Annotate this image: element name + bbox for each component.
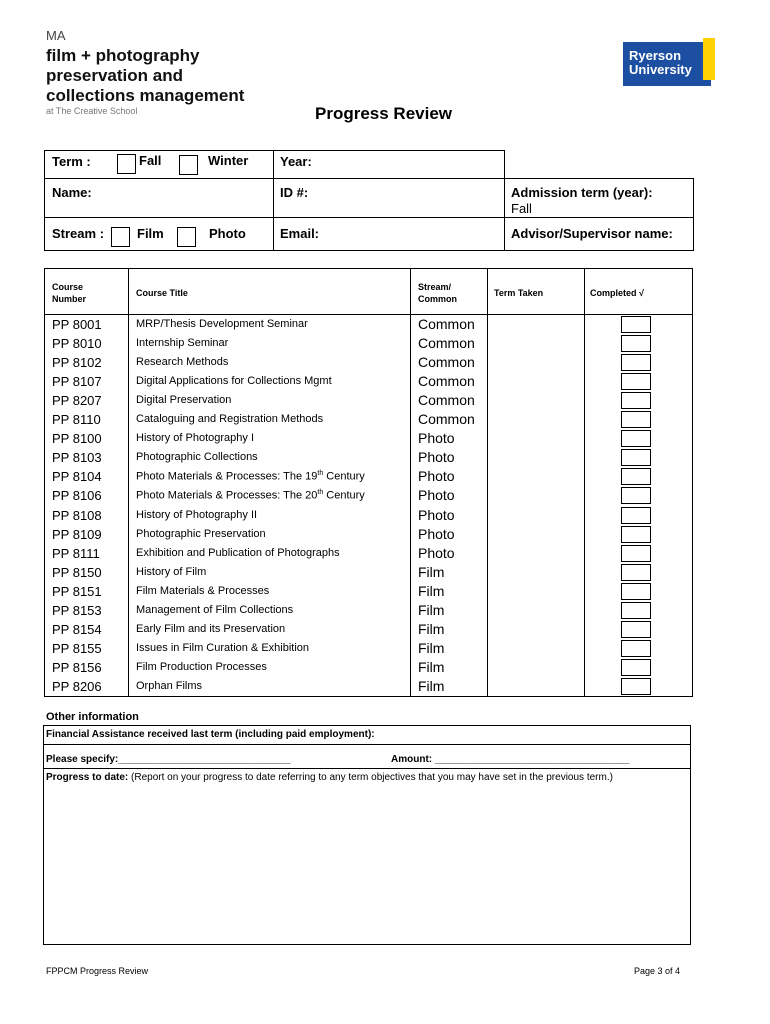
course-title — [136, 642, 309, 654]
course-row — [44, 335, 693, 354]
footer-title: FPPCM Progress Review — [46, 966, 149, 976]
completed-checkbox[interactable] — [621, 507, 651, 524]
course-title-text: Internship Seminar — [136, 337, 229, 350]
term-label: Term : — [52, 154, 91, 169]
completed-checkbox[interactable] — [621, 621, 651, 638]
col-header-stream — [418, 281, 457, 305]
term-fall-checkbox[interactable] — [117, 154, 136, 174]
student-info-table — [44, 150, 694, 251]
course-title-text: Exhibition and Publication of Photographs — [136, 546, 340, 559]
program-school: at The Creative School — [46, 106, 138, 116]
course-title-text: History of Photography II — [136, 508, 258, 521]
course-number: PP 8102 — [52, 355, 102, 371]
program-degree: MA — [46, 28, 66, 43]
col-header-title: Course Title — [136, 288, 188, 298]
course-title-text: MRP/Thesis Development Seminar — [136, 318, 308, 330]
stream-film-label: Film — [137, 226, 164, 241]
course-row — [44, 430, 693, 449]
completed-checkbox[interactable] — [621, 411, 651, 428]
course-title — [136, 528, 266, 540]
course-title-text: Photographic Preservation — [136, 527, 266, 540]
course-stream: Photo — [418, 544, 455, 561]
col-header-number — [52, 281, 86, 305]
course-row — [44, 621, 693, 640]
completed-checkbox[interactable] — [621, 545, 651, 562]
course-number: PP 8106 — [52, 488, 102, 504]
course-title-text: Digital Applications for Collections Mgmt — [136, 375, 332, 388]
course-stream: Common — [418, 354, 475, 371]
completed-checkbox[interactable] — [621, 449, 651, 466]
course-row — [44, 545, 693, 564]
col-header-line: Course — [52, 282, 84, 292]
logo-accent-bar — [703, 38, 715, 80]
completed-checkbox[interactable] — [621, 659, 651, 676]
course-stream: Film — [418, 639, 445, 656]
course-title — [136, 394, 231, 406]
stream-label: Stream : — [52, 226, 105, 241]
course-row — [44, 583, 693, 602]
course-row — [44, 487, 693, 506]
completed-checkbox[interactable] — [621, 468, 651, 485]
stream-film-checkbox[interactable] — [111, 227, 130, 247]
course-row — [44, 640, 693, 659]
financial-assistance-label: Financial Assistance received last term (including paid employment): — [46, 729, 375, 740]
course-title — [136, 432, 254, 444]
course-title — [136, 566, 206, 578]
logo-line: Ryerson — [629, 48, 682, 63]
course-number: PP 8156 — [52, 659, 102, 675]
course-title — [136, 489, 365, 502]
course-title — [136, 604, 293, 616]
course-title — [136, 585, 269, 597]
course-row — [44, 354, 693, 373]
course-row — [44, 564, 693, 583]
course-title-text: Photographic Collections — [136, 451, 258, 464]
course-title-text: History of Film — [136, 565, 207, 578]
page-number: Page 3 of 4 — [634, 966, 681, 976]
course-title-superscript: th — [317, 470, 324, 478]
course-table — [44, 268, 693, 697]
completed-checkbox[interactable] — [621, 316, 651, 333]
program-name-line: film + photography — [46, 46, 200, 65]
advisor-label: Advisor/Supervisor name: — [511, 226, 673, 241]
course-title-text: Early Film and its Preservation — [136, 622, 286, 635]
completed-checkbox[interactable] — [621, 583, 651, 600]
course-title-text: Research Methods — [136, 356, 229, 369]
course-row — [44, 392, 693, 411]
year-label: Year: — [280, 154, 312, 169]
course-stream: Film — [418, 563, 445, 580]
admission-term-label: Admission term (year): — [511, 185, 653, 200]
program-name — [46, 46, 244, 106]
col-header-line: Stream/ — [418, 282, 452, 292]
course-stream: Photo — [418, 468, 455, 485]
course-title — [136, 451, 258, 463]
completed-checkbox[interactable] — [621, 392, 651, 409]
course-stream: Film — [418, 582, 445, 599]
course-title-text: Century — [323, 471, 365, 484]
course-title — [136, 623, 285, 635]
course-number: PP 8100 — [52, 431, 102, 447]
course-row — [44, 468, 693, 487]
course-stream: Common — [418, 411, 475, 428]
course-row — [44, 678, 693, 697]
course-title-text: History of Photography I — [136, 432, 255, 445]
name-label: Name: — [52, 185, 92, 200]
course-stream: Photo — [418, 430, 455, 447]
course-number: PP 8155 — [52, 640, 102, 656]
course-stream: Film — [418, 601, 445, 618]
course-number: PP 8107 — [52, 374, 102, 390]
logo-line: University — [629, 62, 692, 77]
course-row — [44, 526, 693, 545]
course-number: PP 8010 — [52, 336, 102, 352]
course-stream: Common — [418, 335, 475, 352]
course-row — [44, 316, 693, 335]
course-row — [44, 373, 693, 392]
course-number: PP 8206 — [52, 678, 102, 694]
completed-checkbox[interactable] — [621, 335, 651, 352]
course-stream: Photo — [418, 487, 455, 504]
course-stream: Common — [418, 373, 475, 390]
id-label: ID #: — [280, 185, 309, 200]
completed-checkbox[interactable] — [621, 373, 651, 390]
completed-checkbox[interactable] — [621, 640, 651, 657]
course-number: PP 8103 — [52, 450, 102, 466]
page-title: Progress Review — [315, 104, 453, 123]
course-title-text: Century — [323, 490, 365, 503]
program-name-line: preservation and — [46, 66, 183, 85]
course-stream: Photo — [418, 449, 455, 466]
course-number: PP 8109 — [52, 526, 102, 542]
course-title-text: Digital Preservation — [136, 394, 232, 407]
course-title-text: Issues in Film Curation & Exhibition — [136, 641, 310, 654]
completed-checkbox[interactable] — [621, 526, 651, 543]
course-title — [136, 661, 267, 673]
course-title — [136, 337, 228, 349]
course-stream: Photo — [418, 506, 455, 523]
course-title — [136, 375, 332, 387]
course-row — [44, 507, 693, 526]
course-stream: Film — [418, 677, 445, 694]
term-winter-label: Winter — [208, 153, 249, 168]
course-title — [136, 470, 365, 483]
program-name-line: collections management — [46, 86, 245, 105]
col-header-line: Number — [52, 294, 87, 304]
course-title-text: Cataloguing and Registration Methods — [136, 413, 324, 426]
course-stream: Common — [418, 392, 475, 409]
course-title-text: Orphan Films — [136, 679, 203, 692]
course-number: PP 8111 — [52, 545, 100, 561]
course-number: PP 8150 — [52, 564, 102, 580]
completed-checkbox[interactable] — [621, 602, 651, 619]
course-row — [44, 411, 693, 430]
email-label: Email: — [280, 226, 320, 241]
course-number: PP 8108 — [52, 507, 102, 523]
course-title-text: Film Materials & Processes — [136, 584, 270, 597]
course-title — [136, 318, 308, 330]
course-stream: Common — [418, 316, 475, 332]
course-row — [44, 602, 693, 621]
progress-to-date-field[interactable] — [46, 772, 686, 783]
completed-checkbox[interactable] — [621, 430, 651, 447]
course-stream: Film — [418, 658, 445, 675]
other-info-title: Other information — [46, 711, 139, 723]
course-row — [44, 449, 693, 468]
course-number: PP 8001 — [52, 317, 102, 332]
logo-text — [629, 49, 692, 77]
course-number: PP 8151 — [52, 583, 102, 599]
course-title-text: Photo Materials & Processes: The 20 — [136, 490, 318, 503]
course-title-superscript: th — [317, 489, 324, 497]
completed-checkbox[interactable] — [621, 487, 651, 504]
other-info-box — [43, 725, 691, 945]
col-header-term: Term Taken — [494, 288, 544, 298]
course-stream: Photo — [418, 525, 455, 542]
col-header-completed: Completed √ — [590, 288, 644, 298]
completed-checkbox[interactable] — [621, 564, 651, 581]
amount-field[interactable]: Amount: ___________________________________ — [391, 754, 630, 765]
course-title — [136, 547, 340, 559]
course-number: PP 8110 — [52, 412, 101, 428]
course-number: PP 8153 — [52, 602, 102, 618]
stream-photo-label: Photo — [209, 226, 246, 241]
term-fall-label: Fall — [139, 153, 162, 168]
course-title-text: Photo Materials & Processes: The 19 — [136, 471, 318, 484]
course-title — [136, 356, 228, 368]
completed-checkbox[interactable] — [621, 678, 651, 695]
course-number: PP 8154 — [52, 621, 102, 637]
course-title — [136, 413, 323, 425]
col-header-line: Common — [418, 294, 457, 304]
progress-instructions: (Report on your progress to date referring to any term objectives that you may have set in the previous term.) — [128, 772, 613, 783]
course-title — [136, 509, 257, 521]
course-number: PP 8207 — [52, 393, 102, 409]
course-number: PP 8104 — [52, 469, 102, 485]
course-title — [136, 680, 202, 692]
stream-photo-checkbox[interactable] — [177, 227, 196, 247]
course-title-text: Film Production Processes — [136, 660, 267, 673]
completed-checkbox[interactable] — [621, 354, 651, 371]
progress-label: Progress to date: — [46, 772, 129, 783]
admission-term-value: Fall — [511, 201, 532, 216]
please-specify-field[interactable]: Please specify:_______________________________ — [46, 754, 291, 765]
term-winter-checkbox[interactable] — [179, 155, 198, 175]
course-stream: Film — [418, 620, 445, 637]
course-title-text: Management of Film Collections — [136, 603, 294, 616]
course-row — [44, 659, 693, 678]
